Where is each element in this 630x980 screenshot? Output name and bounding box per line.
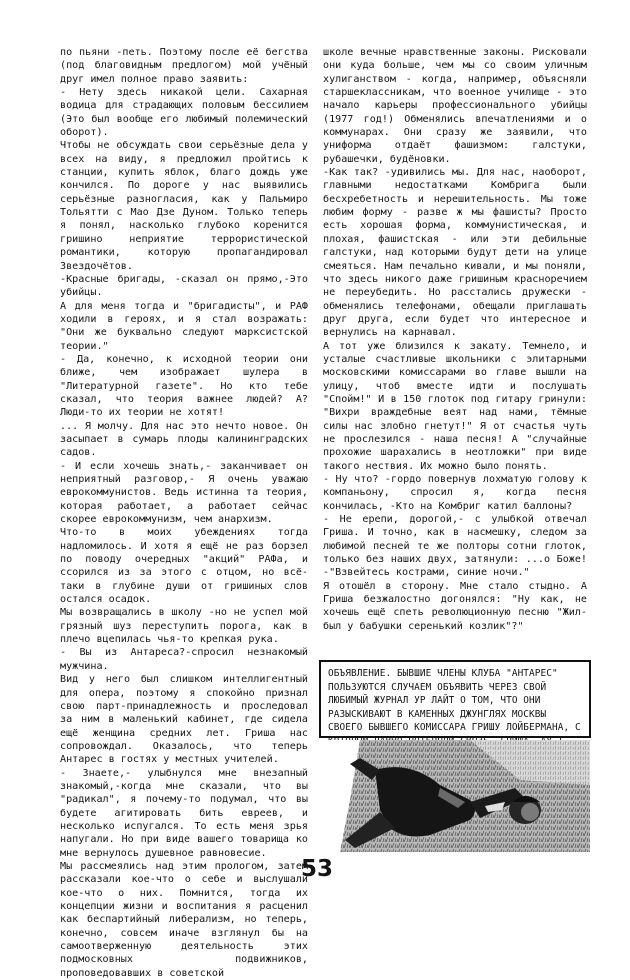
photo-man-lying-on-grass-icon bbox=[320, 740, 590, 852]
paragraph: - И если хочешь знать,- заканчивает он неприятный разговор,- Я очень уважаю еврокоммунистов. Ведь истинна та теория, которая работает, а работает сейчас скорее еврокоммунизм, чем анархизм. bbox=[60, 460, 308, 526]
paragraph: А тот уже близился к закату. Темнело, и усталые счастливые школьники с элитарными московскими комиссарами во главе вышли на улицу, чтоб вместе идти и послушать "Спойм!" И в 150 глоток под гитару гринули: "Вихри враждебные веят над нами, тёмные силы нас злобно гнетут!" Я от счастья чуть не прослезился - наша песня! А "случайные прохожие шарахались в неотложки" при виде такого нествия. Их можно было понять. bbox=[323, 340, 587, 472]
paragraph: - Не ерепи, дорогой,- с улыбкой отвечал Гриша. И точно, как в насмешку, следом за любимой песней те же полторы сотни глоток, только без наших двух, затянули: ...о Боже! -"Взвейтесь кострами, синие ночи." bbox=[323, 514, 587, 579]
paragraph: -Как так? -удивились мы. Для нас, наоборот, главными недостатками Комбрига были бесхребетность и нерешительность. Мы тоже любим форму - разве ж мы фашисты? Просто есть хорошая форма, коммунистическая, и плохая, фашистская - или эти дебильные галстуки, над которыми будут дети на улице смеяться. Нам печально кивали, и мы поняли, что здесь никого даже гришиным красноречием не переубедить. Но расстались дружески - обменялись телефонами, обещали приглашать друг друга, если будет что интересное и вернулись на карнавал. bbox=[323, 167, 587, 339]
ad-heading: ОБЪЯВЛЕНИЕ. bbox=[328, 668, 392, 679]
paragraph: ... Я молчу. Для нас это нечто новое. Он засыпает в сумарь плоды калининградских садов. bbox=[60, 420, 308, 459]
page-number: 53 bbox=[300, 856, 333, 882]
paragraph: Чтобы не обсуждать свои серьёзные дела у всех на виду, я предложил пройтись к станции, купить яблок, благо дождь уже кончился. По дороге у нас выявились серьёзные разногласия, как у Пальмиро Тольятти с Мао Дзе Дуном. Только теперь я понял, насколько глубоко коренится гришино неприятие террористической романтики, которую пропагандировал Звездочётов. bbox=[60, 140, 308, 272]
paragraph: Что-то в моих убеждениях тогда надломилось. И хотя я ещё не раз борзел по поводу очередных "акций" РАФа, и ссорился из за этого с отцом, но всё-таки в глубине души от гришиных слов остался осадок. bbox=[60, 527, 308, 606]
classified-ad-box bbox=[319, 660, 591, 738]
paragraph: - Вы из Антареса?-спросил незнакомый мужчина. bbox=[60, 647, 308, 672]
paragraph: Мы возвращались в школу -но не успел мой грязный шуз переступить порога, как в плечо вцепилась чья-то крепкая рука. bbox=[60, 607, 308, 646]
paragraph: - Да, конечно, к исходной теории они ближе, чем изображает шулера в "Литературной газете". Но кто тебе сказал, что теория важнее людей? А? Люди-то их теории не хотят! bbox=[60, 353, 308, 419]
paragraph: Вид у него был слишком интеллигентный для опера, поэтому я спокойно признал свою парт-принадлежность и проследовал за ним в маленький кабинет, где сидела ещё женщина средних лет. Гриша нас сопровождал. Оказалось, что теперь Антарес в гостях у местных учителей. bbox=[60, 674, 308, 766]
paragraph: -Красные бригады, -сказал он прямо,-Это убийцы. bbox=[60, 273, 308, 299]
paragraph: по пьяни -петь. Поэтому после её бегства (под благовидным предлогом) мой учёный друг имел полное право заявить: bbox=[60, 47, 308, 85]
left-text-column bbox=[60, 46, 308, 980]
ad-body: БЫВШИЕ ЧЛЕНЫ КЛУБА "АНТАРЕС" ПОЛЬЗУЮТСЯ СЛУЧАЕМ ОБЪЯВИТЬ ЧЕРЕЗ СВОЙ ЛЮБИМЫЙ ЖУРНАЛ УР ЛАЙТ О ТОМ, ЧТО ОНИ РАЗЫСКИВАЮТ В КАМЕННЫХ ДЖУНГЛЯХ МОСКВЫ СВОЕГО БЫВШЕГО КОМИССАРА ГРИШУ ЛОЙБЕРМАНА, С bbox=[328, 668, 581, 734]
paragraph: школе вечные нравственные законы. Рисковали они куда больше, чем мы со своим уличным хулиганством - когда, например, объясняли старшеклассникам, что военное училище - это начало карьеры профессионального убийцы (1977 год!) Обменялись впечатлениями и о коммунарах. Они сразу же заявили, что униформа отдаёт фашизмом: галстуки, рубашечки, будёновки. bbox=[323, 47, 587, 165]
paragraph: - Знаете,- улыбнулся мне внезапный знакомый,-когда мне сказали, что вы "радикал", я почему-то подумал, что вы будете агитировать бить евреев, и несколько испугался. То есть меня зрья напугали. Но при виде вашего товарища ко мне вернулось душевное равновесие. bbox=[60, 767, 308, 859]
paragraph: Я отошёл в сторону. Мне стало стыдно. А Гриша безжалостно догонялся: "Ну как, не хочешь ещё спеть революционную песню "Жил-был у бабушки серенький козлик"?" bbox=[323, 580, 587, 632]
paragraph: Мы рассмеялись над этим прологом, затем рассказали кое-что о себе и выслушали кое-что о них. Помнится, тогда их концепции жизни и воспитания я расценил как беспартийный либерализм, но теперь, конечно, совсем иначе взглянул бы на самоотверженную деятельность этих подмосковных подвижников, проповедовавших в советской bbox=[60, 860, 308, 979]
right-text-column bbox=[323, 46, 587, 633]
paragraph: - Нету здесь никакой цели. Сахарная водица для страдающих половым бессилием (Это был вообще его любимый полемический оборот). bbox=[60, 87, 308, 139]
paragraph: - Ну что? -гордо повернув лохматую голову к компаньону, спросил я, когда песня кончилась, -Кто на Комбриг катил баллоны? bbox=[323, 474, 587, 512]
paragraph: А для меня тогда и "бригадисты", и РАФ ходили в героях, и я стал возражать: "Они же буквально следуют марксистской теории." bbox=[60, 300, 308, 352]
